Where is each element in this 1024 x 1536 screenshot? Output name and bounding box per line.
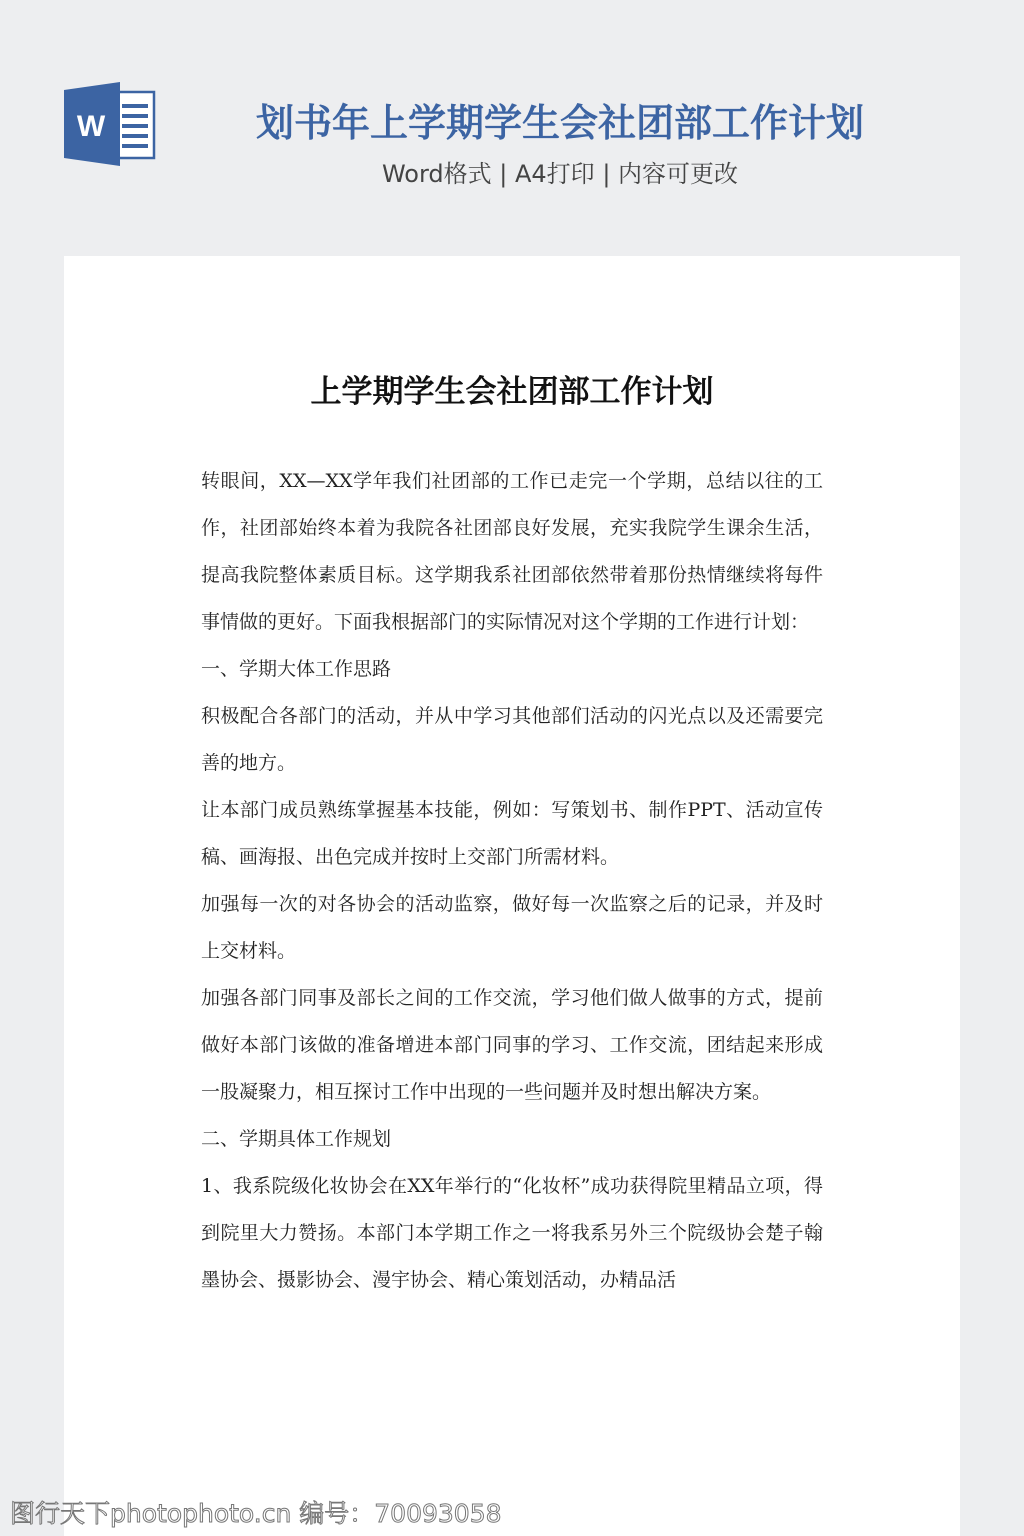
watermark: 图行天下photophoto.cn 编号：70093058	[10, 1499, 502, 1528]
paragraph: 让本部门成员熟练掌握基本技能，例如：写策划书、制作PPT、活动宣传稿、画海报、出色完成并按时上交部门所需材料。	[201, 799, 823, 868]
header	[0, 0, 1024, 250]
paragraph: 1、我系院级化妆协会在XX年举行的“化妆杯”成功获得院里精品立项，得到院里大力赞扬。本部门本学期工作之一将我系另外三个院级协会楚子翰墨协会、摄影协会、漫宇协会、精心策划活动，办精品活	[201, 1175, 823, 1291]
section-heading: 一、学期大体工作思路	[201, 658, 392, 680]
word-icon	[64, 82, 156, 166]
paragraph: 积极配合各部门的活动，并从中学习其他部们活动的闪光点以及还需要完善的地方。	[201, 705, 823, 774]
header-subtitle: Word格式 | A4打印 | 内容可更改	[381, 160, 739, 188]
header-title: 划书年上学期学生会社团部工作计划	[255, 101, 864, 145]
paragraph-intro: 转眼间，XX—XX学年我们社团部的工作已走完一个学期，总结以往的工作，社团部始终本着为我院各社团部良好发展，充实我院学生课余生活，提高我院整体素质目标。这学期我系社团部依然带着那份热情继续将每件事情做的更好。下面我根据部门的实际情况对这个学期的工作进行计划：	[201, 470, 823, 633]
document-body	[201, 458, 823, 1304]
word-icon-letter: W	[76, 110, 106, 143]
document-title: 上学期学生会社团部工作计划	[310, 374, 714, 410]
section-heading: 二、学期具体工作规划	[201, 1128, 392, 1150]
paragraph: 加强每一次的对各协会的活动监察，做好每一次监察之后的记录，并及时上交材料。	[201, 893, 823, 962]
document-page	[64, 256, 960, 1536]
paragraph: 加强各部门同事及部长之间的工作交流，学习他们做人做事的方式，提前做好本部门该做的准备增进本部门同事的学习、工作交流，团结起来形成一股凝聚力，相互探讨工作中出现的一些问题并及时想出解决方案。	[201, 987, 823, 1103]
